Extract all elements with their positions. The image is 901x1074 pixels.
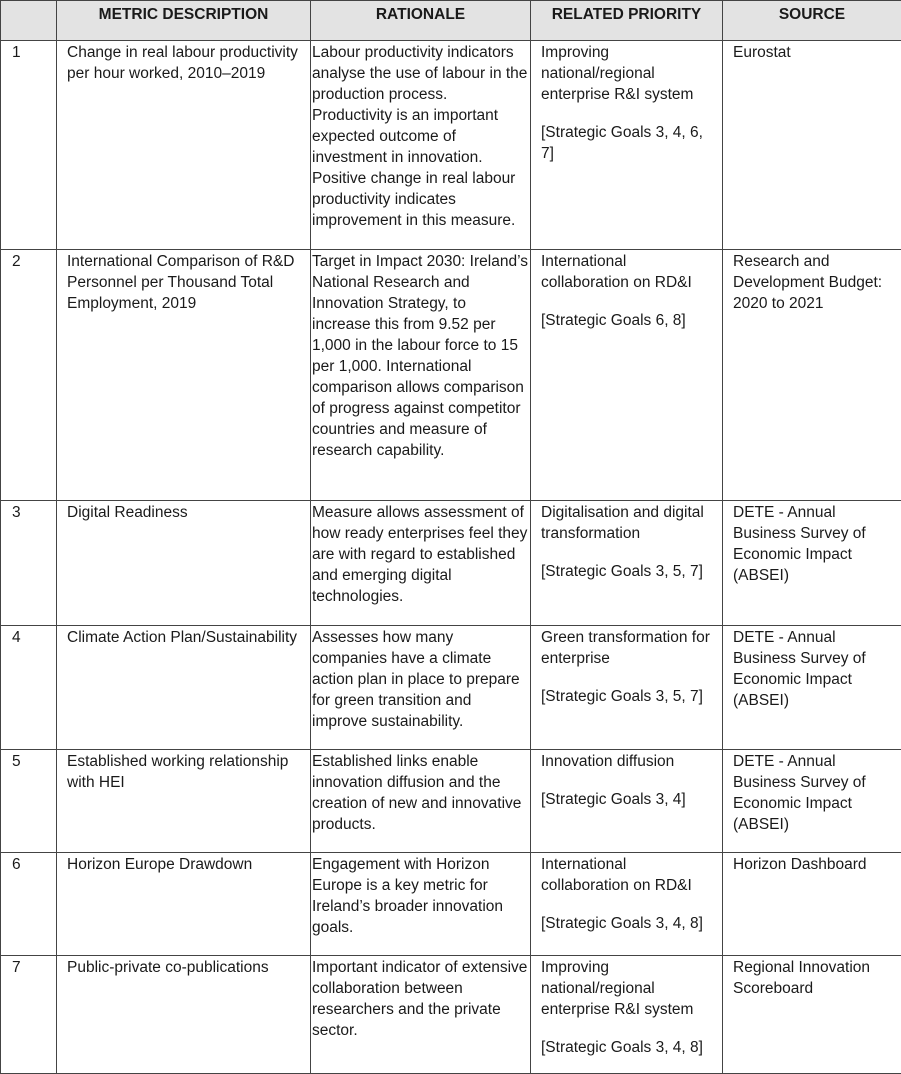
table-row: [1, 250, 901, 501]
row-number: 6: [1, 853, 57, 956]
metric-description: Digital Readiness: [57, 501, 311, 626]
priority-text: Innovation diffusion: [541, 753, 675, 770]
table-row: [1, 626, 901, 750]
source: DETE - Annual Business Survey of Economic Impact (ABSEI): [723, 501, 901, 626]
metric-description: Public-private co-publications: [57, 956, 311, 1074]
table-row: [1, 853, 901, 956]
priority-text: Digitalisation and digital transformation: [541, 504, 704, 542]
row-number: 7: [1, 956, 57, 1074]
strategic-goals: [Strategic Goals 3, 4, 8]: [541, 1039, 703, 1056]
table-row: [1, 750, 901, 853]
metric-description: Change in real labour productivity per hour worked, 2010–2019: [57, 41, 311, 250]
priority-text: International collaboration on RD&I: [541, 253, 692, 291]
strategic-goals: [Strategic Goals 6, 8]: [541, 312, 686, 329]
row-number: 2: [1, 250, 57, 501]
strategic-goals: [Strategic Goals 3, 4, 8]: [541, 915, 703, 932]
table-row: [1, 956, 901, 1074]
header-related-priority: RELATED PRIORITY: [531, 1, 723, 41]
metric-description: Climate Action Plan/Sustainability: [57, 626, 311, 750]
table-row: [1, 501, 901, 626]
metric-description: Horizon Europe Drawdown: [57, 853, 311, 956]
related-priority: [531, 626, 723, 750]
row-number: 1: [1, 41, 57, 250]
priority-text: International collaboration on RD&I: [541, 856, 692, 894]
related-priority: [531, 956, 723, 1074]
source: Eurostat: [723, 41, 901, 250]
header-rationale: RATIONALE: [311, 1, 531, 41]
source: Horizon Dashboard: [723, 853, 901, 956]
header-source: SOURCE: [723, 1, 901, 41]
rationale: Important indicator of extensive collaboration between researchers and the private sector.: [311, 956, 531, 1074]
related-priority: [531, 250, 723, 501]
metric-description: Established working relationship with HEI: [57, 750, 311, 853]
row-number: 4: [1, 626, 57, 750]
metric-description: International Comparison of R&D Personnel per Thousand Total Employment, 2019: [57, 250, 311, 501]
header-metric-description: METRIC DESCRIPTION: [57, 1, 311, 41]
table-row: [1, 41, 901, 250]
priority-text: Improving national/regional enterprise R&I system: [541, 959, 694, 1018]
row-number: 3: [1, 501, 57, 626]
related-priority: [531, 501, 723, 626]
table-header-row: [1, 1, 901, 41]
strategic-goals: [Strategic Goals 3, 5, 7]: [541, 688, 703, 705]
strategic-goals: [Strategic Goals 3, 4, 6, 7]: [541, 124, 703, 162]
source: DETE - Annual Business Survey of Economic Impact (ABSEI): [723, 626, 901, 750]
source: Regional Innovation Scoreboard: [723, 956, 901, 1074]
strategic-goals: [Strategic Goals 3, 5, 7]: [541, 563, 703, 580]
header-number: [1, 1, 57, 41]
source: DETE - Annual Business Survey of Economic Impact (ABSEI): [723, 750, 901, 853]
rationale: Labour productivity indicators analyse the use of labour in the production process. Productivity is an important expected outcome of investment in innovation. Positive change in real labour productivity indicates improvement in this measure.: [311, 41, 531, 250]
priority-text: Improving national/regional enterprise R&I system: [541, 44, 694, 103]
rationale: Assesses how many companies have a climate action plan in place to prepare for green transition and improve sustainability.: [311, 626, 531, 750]
related-priority: [531, 750, 723, 853]
priority-text: Green transformation for enterprise: [541, 629, 710, 667]
rationale: Established links enable innovation diffusion and the creation of new and innovative products.: [311, 750, 531, 853]
source: Research and Development Budget: 2020 to 2021: [723, 250, 901, 501]
strategic-goals: [Strategic Goals 3, 4]: [541, 791, 686, 808]
rationale: Measure allows assessment of how ready enterprises feel they are with regard to established and emerging digital technologies.: [311, 501, 531, 626]
related-priority: [531, 853, 723, 956]
row-number: 5: [1, 750, 57, 853]
rationale: Target in Impact 2030: Ireland’s National Research and Innovation Strategy, to increase this from 9.52 per 1,000 in the labour force to 15 per 1,000. International comparison allows comparison of progress against competitor countries and measure of research capability.: [311, 250, 531, 501]
rationale: Engagement with Horizon Europe is a key metric for Ireland’s broader innovation goals.: [311, 853, 531, 956]
related-priority: [531, 41, 723, 250]
